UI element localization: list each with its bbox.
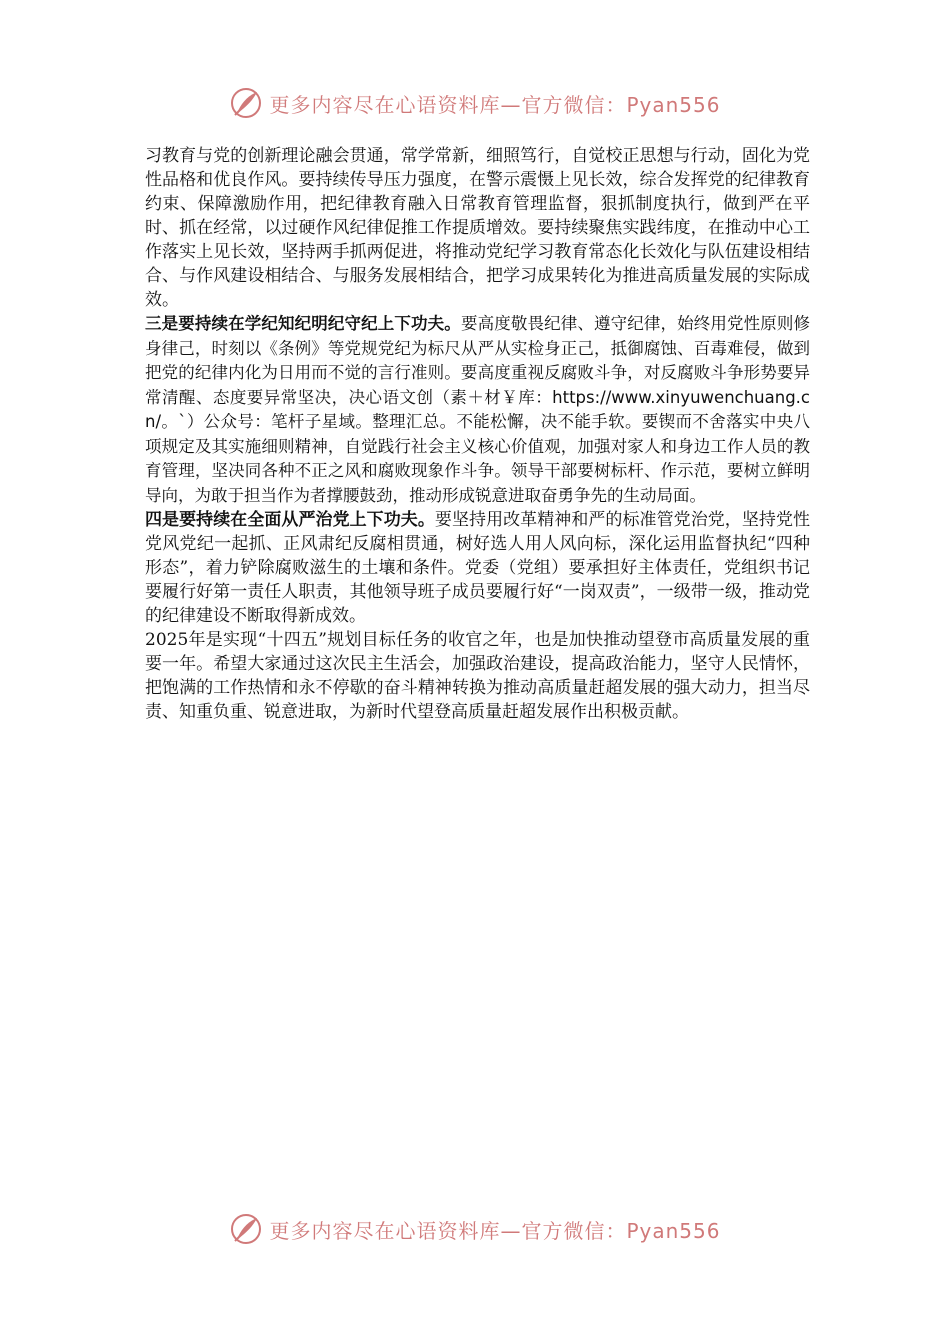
paragraph-2-lead: 三是要持续在学纪知纪明纪守纪上下功夫。 [145,314,461,333]
paragraph-1 [145,144,810,312]
document-body [145,144,810,724]
paragraph-4 [145,628,810,724]
paragraph-1-body: 习教育与党的创新理论融会贯通，常学常新，细照笃行，自觉校正思想与行动，固化为党性品格和优良作风。要持续传导压力强度，在警示震慑上见长效，综合发挥党的纪律教育约束、保障激励作用，把纪律教育融入日常教育管理监督，狠抓制度执行，做到严在平时、抓在经常，以过硬作风纪律促推工作提质增效。要持续聚焦实践纬度，在推动中心工作落实上见长效，坚持两手抓两促进，将推动党纪学习教育常态化长效化与队伍建设相结合、与作风建设相结合、与服务发展相结合，把学习成果转化为推进高质量发展的实际成效。 [145,146,810,310]
feather-pen-logo-icon [229,1212,263,1246]
paragraph-4-body: 2025年是实现“十四五”规划目标任务的收官之年，也是加快推动望登市高质量发展的重要一年。希望大家通过这次民主生活会，加强政治建设，提高政治能力，坚守人民情怀，把饱满的工作热情和永不停歇的奋斗精神转换为推动高质量赶超发展的强大动力，担当尽责、知重负重、锐意进取，为新时代望登高质量赶超发展作出积极贡献。 [145,630,810,722]
feather-pen-logo-icon [229,86,263,120]
paragraph-3 [145,508,810,628]
watermark-footer [0,1212,950,1246]
paragraph-2-body: 要高度敬畏纪律、遵守纪律，始终用党性原则修身律己，时刻以《条例》等党规党纪为标尺从严从实检身正己，抵御腐蚀、百毒难侵，做到把党的纪律内化为日用而不觉的言行准则。要高度重视反腐败斗争，对反腐败斗争形势要异常清醒、态度要异常坚决，决心语文创（素＋材￥库：https://www.xinyuwenchuang.cn/。`）公众号：笔杆子星域。整理汇总。不能松懈，决不能手软。要锲而不舍落实中央八项规定及其实施细则精神，自觉践行社会主义核心价值观，加强对家人和身边工作人员的教育管理，坚决同各种不正之风和腐败现象作斗争。领导干部要树标杆、作示范，要树立鲜明导向，为敢于担当作为者撑腰鼓劲，推动形成锐意进取奋勇争先的生动局面。 [145,314,811,505]
watermark-text: 更多内容尽在心语资料库—官方微信：Pyan556 [269,1218,721,1243]
watermark-text: 更多内容尽在心语资料库—官方微信：Pyan556 [269,92,721,117]
paragraph-2 [145,312,810,508]
paragraph-3-lead: 四是要持续在全面从严治党上下功夫。 [145,510,435,530]
paragraph-3-body: 要坚持用改革精神和严的标准管党治党，坚持党性党风党纪一起抓、正风肃纪反腐相贯通，树好选人用人风向标，深化运用监督执纪“四种形态”，着力铲除腐败滋生的土壤和条件。党委（党组）要承担好主体责任，党组织书记要履行好第一责任人职责，其他领导班子成员要履行好“一岗双责”，一级带一级，推动党的纪律建设不断取得新成效。 [145,510,811,626]
watermark-header [0,86,950,120]
